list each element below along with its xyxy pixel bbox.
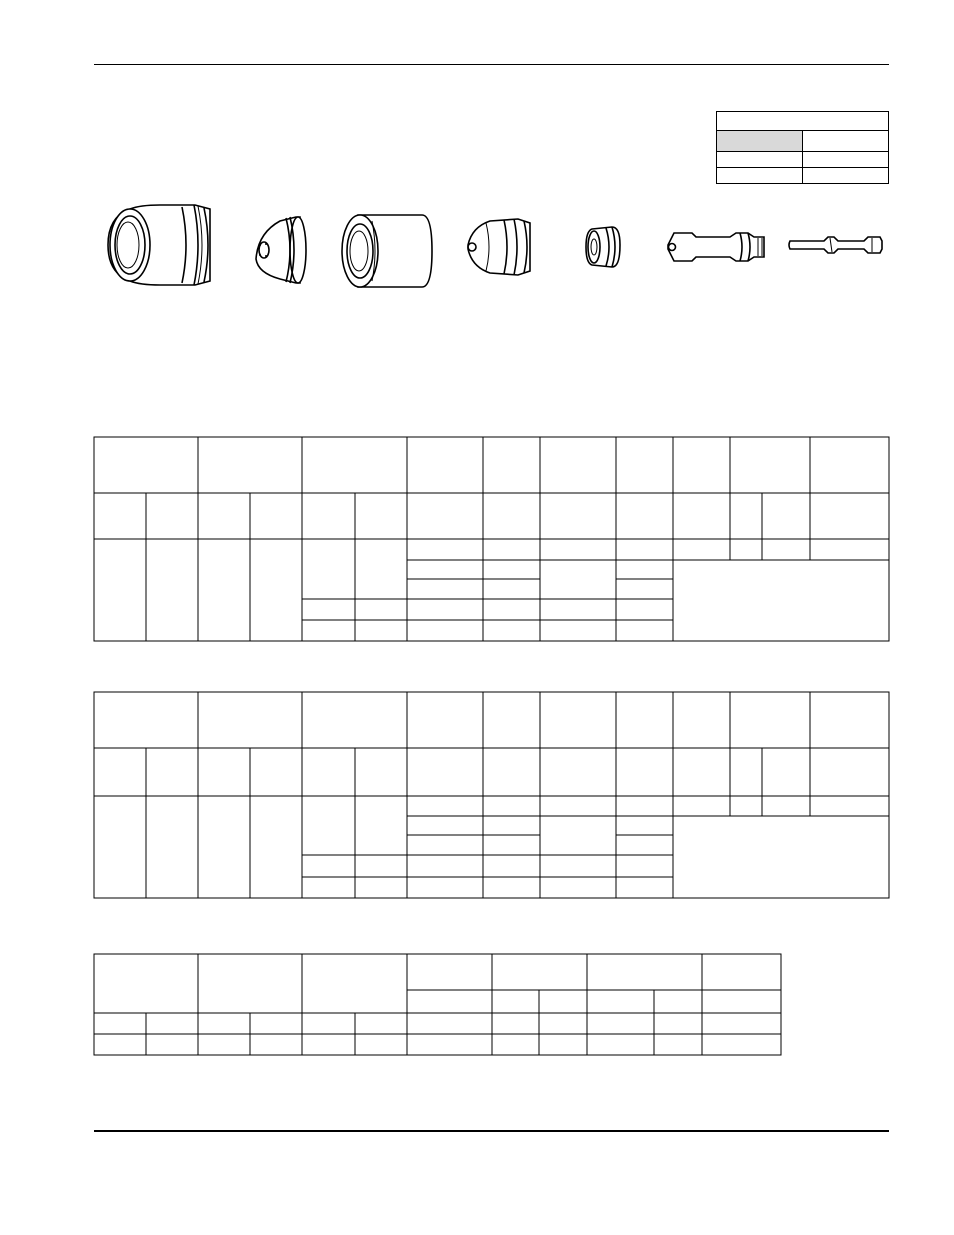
consumables-illustration bbox=[100, 195, 890, 295]
legend-cell bbox=[803, 152, 889, 168]
retaining-cap-icon bbox=[108, 205, 210, 285]
parts-table-3 bbox=[93, 953, 783, 1057]
legend-title bbox=[717, 112, 889, 131]
nozzle-icon bbox=[468, 219, 530, 275]
header-rule bbox=[94, 64, 889, 65]
legend-cell bbox=[717, 168, 803, 184]
swirl-ring-icon bbox=[586, 227, 620, 267]
parts-table-1 bbox=[93, 436, 890, 643]
parts-table-2 bbox=[93, 691, 890, 900]
shield-icon bbox=[256, 217, 306, 283]
legend-table bbox=[716, 111, 889, 184]
legend-cell bbox=[717, 152, 803, 168]
legend-cell bbox=[803, 168, 889, 184]
footer-rule bbox=[94, 1130, 889, 1132]
outer-retaining-cap-icon bbox=[342, 215, 432, 287]
legend-cell bbox=[803, 131, 889, 152]
legend-header-cell bbox=[717, 131, 803, 152]
water-tube-icon bbox=[789, 237, 882, 253]
electrode-icon bbox=[668, 233, 764, 261]
